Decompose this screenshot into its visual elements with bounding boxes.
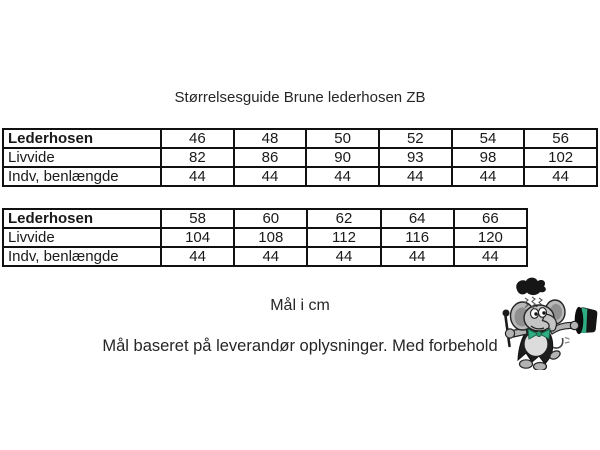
value-cell: 56 — [524, 129, 597, 148]
value-cell: 66 — [454, 209, 527, 228]
value-cell: 44 — [161, 247, 234, 266]
table-row — [3, 129, 597, 148]
value-cell: 54 — [452, 129, 525, 148]
value-cell: 44 — [454, 247, 527, 266]
value-cell: 58 — [161, 209, 234, 228]
value-cell: 120 — [454, 228, 527, 247]
size-table-small-sizes — [2, 128, 598, 187]
row-label: Lederhosen — [3, 209, 161, 228]
size-table-large-sizes — [2, 208, 528, 267]
cane-icon — [503, 310, 510, 347]
value-cell: 48 — [234, 129, 307, 148]
value-cell: 108 — [234, 228, 307, 247]
value-cell: 93 — [379, 148, 452, 167]
row-label: Livvide — [3, 228, 161, 247]
row-label: Indv, benlængde — [3, 167, 161, 186]
value-cell: 44 — [161, 167, 234, 186]
value-cell: 50 — [306, 129, 379, 148]
value-cell: 44 — [524, 167, 597, 186]
value-cell: 86 — [234, 148, 307, 167]
value-cell: 60 — [234, 209, 307, 228]
value-cell: 44 — [452, 167, 525, 186]
size-table — [2, 128, 598, 187]
value-cell: 112 — [307, 228, 380, 247]
units-note: Mål i cm — [270, 297, 330, 314]
table-row — [3, 148, 597, 167]
value-cell: 52 — [379, 129, 452, 148]
value-cell: 62 — [307, 209, 380, 228]
value-cell: 104 — [161, 228, 234, 247]
mascot-hair — [516, 278, 546, 295]
top-hat-icon — [575, 307, 598, 334]
value-cell: 46 — [161, 129, 234, 148]
value-cell: 44 — [379, 167, 452, 186]
table-row — [3, 247, 527, 266]
value-cell: 44 — [306, 167, 379, 186]
value-cell: 90 — [306, 148, 379, 167]
value-cell: 102 — [524, 148, 597, 167]
table-row — [3, 228, 527, 247]
row-label: Lederhosen — [3, 129, 161, 148]
mascot-right-fist — [570, 321, 578, 329]
row-label: Livvide — [3, 148, 161, 167]
value-cell: 44 — [234, 247, 307, 266]
value-cell: 44 — [307, 247, 380, 266]
mascot-elephant-image — [495, 276, 600, 370]
row-label: Indv, benlængde — [3, 247, 161, 266]
page-title: Størrelsesguide Brune lederhosen ZB — [174, 89, 426, 106]
value-cell: 64 — [381, 209, 454, 228]
value-cell: 116 — [381, 228, 454, 247]
size-table — [2, 208, 528, 267]
table-row — [3, 167, 597, 186]
value-cell: 44 — [381, 247, 454, 266]
value-cell: 44 — [234, 167, 307, 186]
disclaimer-note: Mål baseret på leverandør oplysninger. Med forbehold — [102, 337, 498, 355]
table-row — [3, 209, 527, 228]
value-cell: 98 — [452, 148, 525, 167]
value-cell: 82 — [161, 148, 234, 167]
mascot-left-fist — [505, 329, 514, 338]
